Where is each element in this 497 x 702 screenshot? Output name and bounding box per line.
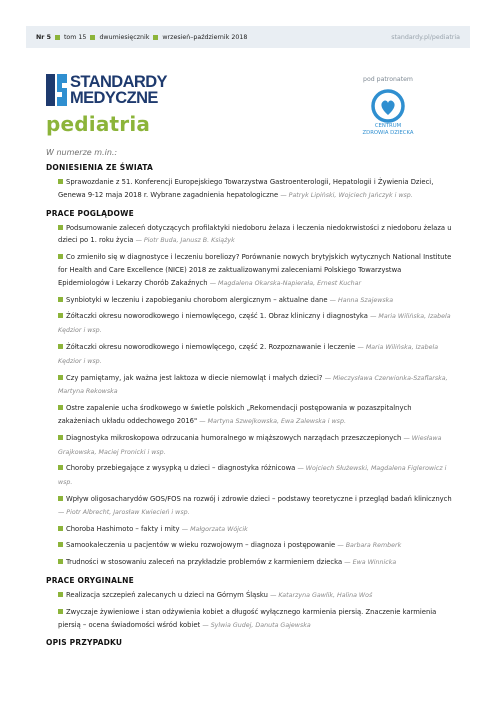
bullet-square-icon — [58, 313, 63, 318]
article-title: Żółtaczki okresu noworodkowego i niemowlęcego, część 1. Obraz kliniczny i diagnostyka — [66, 312, 368, 321]
issue-info-bar — [26, 26, 470, 48]
intro-heading: W numerze m.in.: — [46, 148, 118, 157]
issue-number: Nr 5 — [36, 33, 51, 41]
article-authors: — Małgorzata Wójcik — [181, 525, 248, 533]
article-title: Zwyczaje żywieniowe i stan odżywienia kobiet a długość wyłącznego karmienia piersią. Znaczenie karmienia piersią – ocena świadomości wśród kobiet — [58, 607, 437, 629]
article-entry[interactable] — [58, 222, 454, 249]
article-entry[interactable] — [58, 251, 454, 290]
article-title: Wpływ oligosacharydów GOS/FOS na rozwój i zdrowie dzieci – podstawy teoretyczne i przegląd badań klinicznych — [66, 494, 452, 503]
article-title: Diagnostyka mikroskopowa odrzucania humoralnego w miąższowych narządach przeszczepionych — [66, 433, 402, 442]
bullet-square-icon — [58, 609, 63, 614]
bullet-square-icon — [58, 435, 63, 440]
article-authors: — Magdalena Okarska-Napierała, Ernest Kuchar — [209, 279, 362, 287]
frequency: dwumiesięcznik — [99, 33, 150, 41]
article-title: Samookaleczenia u pacjentów w wieku rozwojowym – diagnoza i postępowanie — [66, 541, 336, 550]
bullet-square-icon — [58, 225, 63, 230]
bullet-square-icon — [58, 344, 63, 349]
article-authors: — Patryk Lipiński, Wojciech Jańczyk i wsp. — [280, 191, 413, 199]
website-link[interactable]: standardy.pl/pediatria — [391, 33, 460, 41]
article-title: Ostre zapalenie ucha środkowego w świetle polskich „Rekomendacji postępowania w pozaszpitalnych zakażeniach układu oddechowego 2016" — [58, 404, 412, 425]
article-authors: — Sylwia Gudej, Danuta Gajewska — [202, 621, 311, 629]
section-title: OPIS PRZYPADKU — [46, 638, 123, 648]
article-authors: — Ewa Winnicka — [344, 559, 397, 567]
article-title: Synbiotyki w leczeniu i zapobieganiu chorobom alergicznym – aktualne dane — [66, 295, 328, 304]
article-authors: — Hanna Szajewska — [329, 296, 394, 304]
czd-logo-icon — [371, 89, 405, 123]
article-authors: — Piotr Buda, Janusz B. Książyk — [135, 237, 235, 245]
article-title: Sprawozdanie z 51. Konferencji Europejskiego Towarzystwa Gastroenterologii, Hepatologii i Żywienia Dzieci, Genewa 9-12 maja 2018 r. Wybrane zagadnienia hepatologiczne — [58, 178, 434, 199]
article-authors: — Wiesława Grajkowska, Maciej Pronicki i wsp. — [58, 434, 442, 456]
article-authors: — Wojciech Służewski, Magdalena Figlerowicz i wsp. — [58, 465, 447, 487]
bullet-square-icon — [55, 35, 60, 40]
publication-period: wrzesień–październik 2018 — [162, 33, 248, 41]
sections-list — [46, 163, 454, 647]
article-entry[interactable] — [58, 432, 454, 460]
article-entry[interactable] — [58, 523, 454, 537]
bullet-square-icon — [58, 254, 63, 259]
article-title: Trudności w stosowaniu zaleceń na przykładzie problemów z karmieniem dziecka — [66, 558, 343, 567]
article-entry[interactable] — [58, 294, 454, 308]
bullet-square-icon — [58, 526, 63, 531]
patronage-label: pod patronatem — [363, 76, 413, 83]
logo-word-medyczne: MEDYCZNE — [70, 89, 158, 107]
bullet-square-icon — [58, 465, 63, 470]
article-entry[interactable] — [58, 606, 454, 633]
article-entry[interactable] — [58, 462, 454, 490]
article-authors: — Barbara Remberk — [337, 542, 402, 550]
article-title: Choroby przebiegające z wysypką u dzieci – diagnostyka różnicowa — [66, 464, 296, 473]
volume: tom 15 — [63, 33, 87, 41]
table-of-contents — [46, 148, 454, 651]
article-entry[interactable] — [58, 341, 454, 369]
logo-mark-icon — [46, 74, 67, 106]
article-title: Żółtaczki okresu noworodkowego i niemowlęcego, część 2. Rozpoznawanie i leczenie — [66, 342, 356, 351]
article-authors: — Maria Wilińska, Izabela Kędzior i wsp. — [58, 313, 451, 335]
section-title: PRACE ORYGINALNE — [46, 575, 134, 585]
article-authors: — Piotr Albrecht, Jarosław Kwiecień i wsp. — [58, 508, 190, 516]
patron-name-line2: ZDROWIA DZIECKA — [362, 130, 414, 136]
bullet-square-icon — [90, 35, 95, 40]
article-authors: — Martyna Szwejkowska, Ewa Zalewska i wsp. — [199, 417, 346, 425]
article-authors: — Katarzyna Gawlik, Halina Woś — [270, 591, 373, 599]
article-entry[interactable] — [58, 176, 454, 203]
article-title: Czy pamiętamy, jak ważna jest laktoza w diecie niemowląt i małych dzieci? — [66, 373, 323, 382]
bullet-square-icon — [58, 297, 63, 302]
article-authors: — Maria Wilińska, Izabela Kędzior i wsp. — [58, 343, 439, 365]
article-entry[interactable] — [58, 589, 454, 603]
section-title: PRACE POGLĄDOWE — [46, 208, 134, 218]
section-title: DONIESIENIA ZE ŚWIATA — [46, 163, 153, 172]
article-title: Co zmieniło się w diagnostyce i leczeniu boreliozy? Porównanie nowych brytyjskich wytycznych National Institute for Health and Care Excellence (NICE) 2018 ze zaktualizowanymi zaleceniami Polskiego Towarzystwa Epidemiologów i Lekarzy Chorób Zakaźnych — [58, 253, 452, 287]
bullet-square-icon — [153, 35, 158, 40]
article-title: Realizacja szczepień zalecanych u dzieci na Górnym Śląsku — [66, 590, 268, 599]
logo-word-standardy: STANDARDY — [70, 73, 167, 91]
journal-subtitle: pediatria — [46, 112, 151, 136]
article-entry[interactable] — [58, 402, 454, 429]
patron-name-line1: CENTRUM — [374, 123, 402, 129]
issue-details — [36, 34, 247, 41]
bullet-square-icon — [58, 542, 63, 547]
bullet-square-icon — [58, 405, 63, 410]
bullet-square-icon — [58, 375, 63, 380]
article-authors: — Mieczysława Czerwionka-Szaflarska, Martyna Rekowska — [58, 374, 448, 396]
bullet-square-icon — [58, 496, 63, 501]
article-title: Choroba Hashimoto – fakty i mity — [66, 524, 180, 533]
article-title: Podsumowanie zaleceń dotyczących profilaktyki niedoboru żelaza i leczenia niedokrwistości z niedoboru żelaza u dzieci po 1. roku życia — [58, 223, 452, 245]
patronage-block — [350, 76, 426, 137]
article-entry[interactable] — [58, 556, 454, 570]
bullet-square-icon — [58, 592, 63, 597]
article-entry[interactable] — [58, 310, 454, 338]
article-entry[interactable] — [58, 372, 454, 400]
article-entry[interactable] — [58, 539, 454, 553]
article-entry[interactable] — [58, 493, 454, 520]
bullet-square-icon — [58, 559, 63, 564]
bullet-square-icon — [58, 179, 63, 184]
